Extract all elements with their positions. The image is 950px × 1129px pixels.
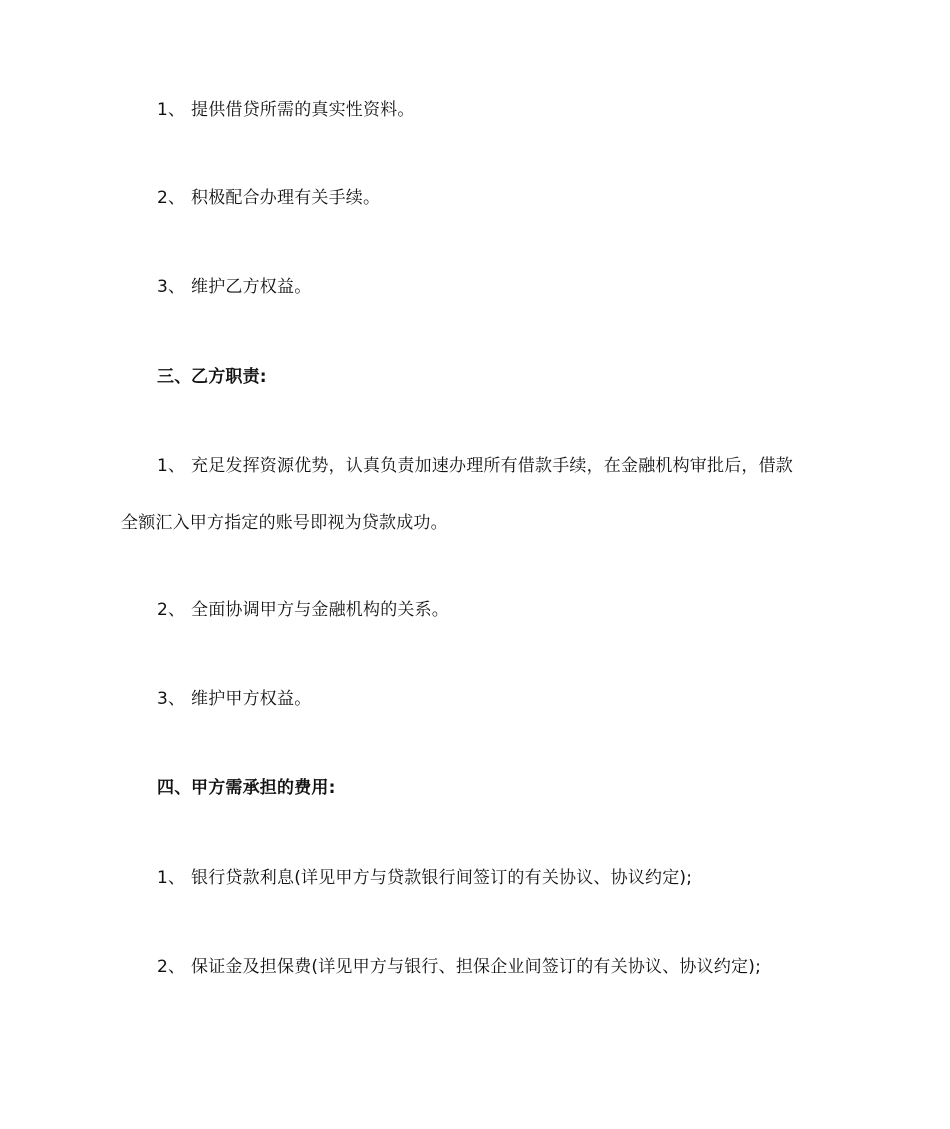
list-item xyxy=(157,187,380,209)
section-title: 甲方需承担的费用: xyxy=(191,778,336,798)
list-number: 2、 xyxy=(157,957,186,977)
list-text: 保证金及担保费(详见甲方与银行、担保企业间签订的有关协议、协议约定); xyxy=(191,957,761,977)
list-text: 维护甲方权益。 xyxy=(191,689,312,709)
list-text: 维护乙方权益。 xyxy=(191,277,312,297)
list-item-continuation: 全额汇入甲方指定的账号即视为贷款成功。 xyxy=(121,513,448,533)
section-heading xyxy=(157,366,267,388)
list-text: 全面协调甲方与金融机构的关系。 xyxy=(191,600,449,620)
list-number: 1、 xyxy=(157,868,186,888)
list-text: 充足发挥资源优势，认真负责加速办理所有借款手续，在金融机构审批后，借款 xyxy=(191,456,793,476)
list-text: 提供借贷所需的真实性资料。 xyxy=(191,100,415,120)
list-item xyxy=(157,956,761,978)
section-number: 三、 xyxy=(157,367,192,387)
section-heading xyxy=(157,777,336,799)
list-number: 1、 xyxy=(157,456,186,476)
list-item xyxy=(157,867,692,889)
list-item xyxy=(157,276,311,298)
list-text: 银行贷款利息(详见甲方与贷款银行间签订的有关协议、协议约定); xyxy=(191,868,693,888)
list-number: 3、 xyxy=(157,689,186,709)
list-item xyxy=(157,599,449,621)
list-number: 2、 xyxy=(157,188,186,208)
list-item xyxy=(157,688,311,710)
list-text: 积极配合办理有关手续。 xyxy=(191,188,381,208)
list-number: 1、 xyxy=(157,100,186,120)
list-number: 2、 xyxy=(157,600,186,620)
section-title: 乙方职责: xyxy=(191,367,267,387)
list-number: 3、 xyxy=(157,277,186,297)
section-number: 四、 xyxy=(157,778,192,798)
list-item xyxy=(157,99,415,121)
list-item xyxy=(157,455,793,477)
